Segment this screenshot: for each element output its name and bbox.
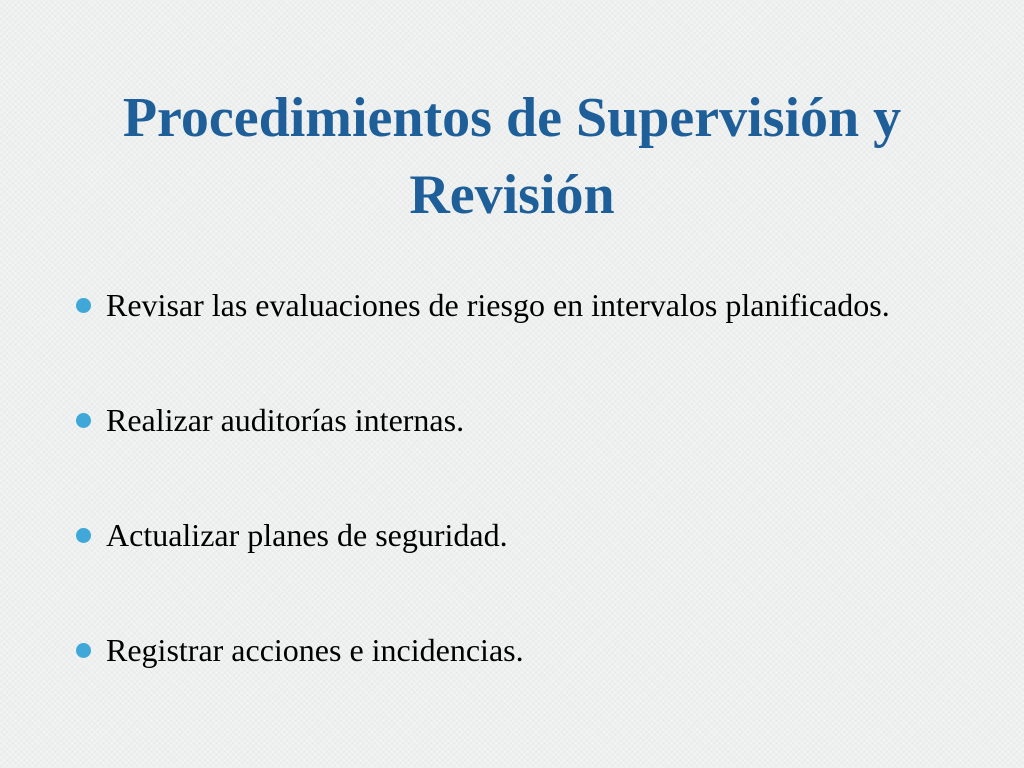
bullet-item	[76, 282, 942, 329]
bullet-text: Revisar las evaluaciones de riesgo en intervalos planificados.	[106, 287, 890, 323]
bullet-text: Actualizar planes de seguridad.	[106, 517, 508, 553]
bullet-text: Registrar acciones e incidencias.	[106, 632, 524, 668]
bullet-dot-icon	[76, 298, 91, 313]
bullet-item	[76, 397, 942, 444]
bullet-text: Realizar auditorías internas.	[106, 402, 465, 438]
bullet-dot-icon	[76, 643, 91, 658]
bullet-list	[76, 282, 942, 674]
bullet-item	[76, 627, 942, 674]
bullet-item	[76, 512, 942, 559]
bullet-dot-icon	[76, 528, 91, 543]
slide-title: Procedimientos de Supervisión y Revisión	[122, 87, 902, 226]
bullet-dot-icon	[76, 413, 91, 428]
